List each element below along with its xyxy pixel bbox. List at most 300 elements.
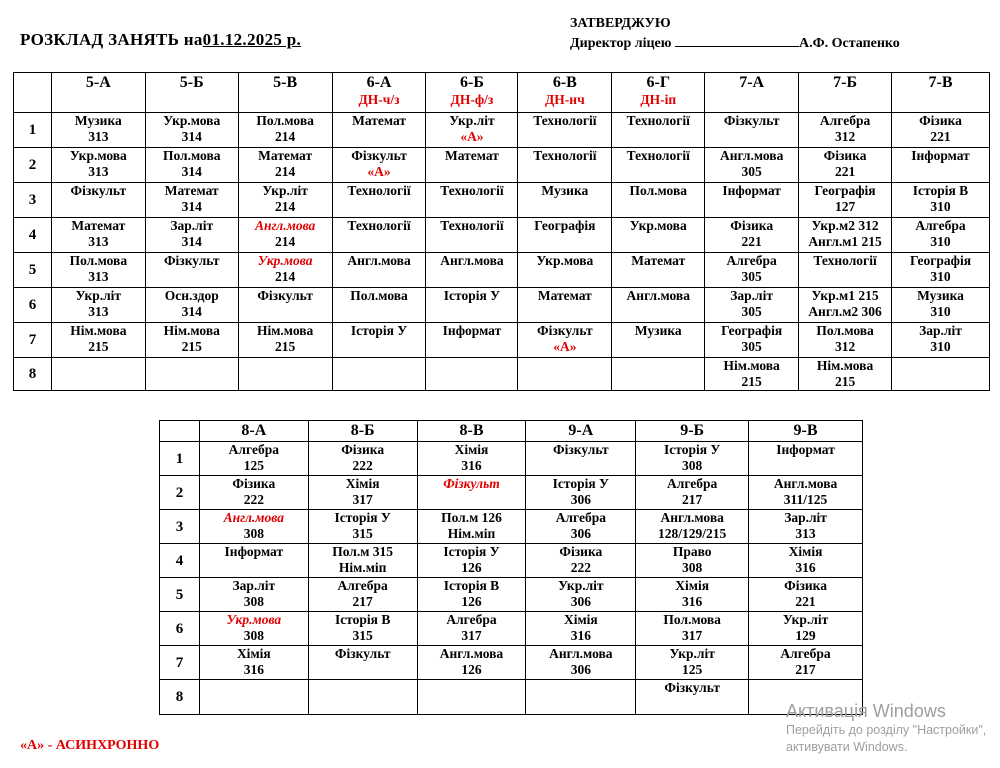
lesson-cell bbox=[705, 148, 799, 183]
subject-name: Фізкульт bbox=[723, 113, 780, 128]
lesson-cell bbox=[51, 288, 145, 323]
lesson-cell bbox=[426, 288, 518, 323]
room-number: 214 bbox=[275, 234, 296, 249]
room-number: 317 bbox=[352, 492, 373, 507]
lesson-cell bbox=[145, 253, 238, 288]
room-number: 214 bbox=[275, 199, 296, 214]
lesson-cell bbox=[308, 680, 417, 715]
schedule-table-grades-8-9 bbox=[159, 420, 863, 715]
subject-name: Алгебра bbox=[337, 578, 388, 593]
class-name: 8-Б bbox=[350, 422, 375, 439]
lesson-cell bbox=[526, 476, 636, 510]
room-number: 215 bbox=[741, 374, 762, 389]
subject-name: Хімія bbox=[563, 612, 598, 627]
lesson-cell bbox=[526, 646, 636, 680]
class-header bbox=[145, 73, 238, 113]
lesson-number: 5 bbox=[14, 253, 52, 288]
lesson-cell bbox=[526, 578, 636, 612]
subject-name: Пол.мова bbox=[350, 288, 408, 303]
lesson-number: 4 bbox=[14, 218, 52, 253]
subject-name: Укр.літ bbox=[782, 612, 829, 627]
room-number: 311/125 bbox=[783, 492, 828, 507]
subject-name: Англ.мова bbox=[223, 510, 284, 525]
lesson-cell bbox=[238, 288, 332, 323]
lesson-cell bbox=[705, 113, 799, 148]
room-number: 306 bbox=[570, 594, 591, 609]
subject-name: Інформат bbox=[776, 442, 835, 457]
subject-name: Історія В bbox=[334, 612, 391, 627]
subject-name: Технології bbox=[347, 218, 411, 233]
room-number: 305 bbox=[741, 339, 762, 354]
lesson-cell bbox=[749, 476, 863, 510]
room-number: 215 bbox=[181, 339, 202, 354]
room-number: 214 bbox=[275, 269, 296, 284]
lesson-cell bbox=[892, 323, 990, 358]
lesson-cell bbox=[145, 358, 238, 391]
room-number: 308 bbox=[243, 594, 264, 609]
room-number: 129 bbox=[795, 628, 816, 643]
room-number: 222 bbox=[243, 492, 264, 507]
class-remote-day: ДН-нч bbox=[545, 92, 585, 107]
lesson-cell bbox=[51, 358, 145, 391]
lesson-cell bbox=[526, 544, 636, 578]
room-number: 215 bbox=[88, 339, 109, 354]
room-number: 221 bbox=[795, 594, 816, 609]
lesson-cell bbox=[636, 442, 749, 476]
room-number: 314 bbox=[181, 304, 202, 319]
subject-name: Фізкульт bbox=[70, 183, 127, 198]
lesson-number: 8 bbox=[14, 358, 52, 391]
subject-name: Історія У bbox=[334, 510, 391, 525]
class-name: 7-А bbox=[739, 74, 765, 91]
lesson-cell bbox=[417, 646, 526, 680]
room-number: 314 bbox=[181, 129, 202, 144]
room-number: 217 bbox=[682, 492, 703, 507]
class-header bbox=[199, 421, 308, 442]
subject-name: Англ.мова bbox=[626, 288, 690, 303]
lesson-number: 2 bbox=[160, 476, 200, 510]
subject-name: Хімія bbox=[788, 544, 823, 559]
class-header bbox=[417, 421, 526, 442]
lesson-cell bbox=[417, 476, 526, 510]
lesson-row bbox=[160, 476, 863, 510]
subject-name: Музика bbox=[917, 288, 964, 303]
room-number: 217 bbox=[352, 594, 373, 609]
lesson-cell bbox=[332, 288, 426, 323]
lesson-cell bbox=[526, 680, 636, 715]
class-header bbox=[308, 421, 417, 442]
room-number: 313 bbox=[795, 526, 816, 541]
room-number: 316 bbox=[243, 662, 264, 677]
lesson-cell bbox=[417, 510, 526, 544]
room-number: «А» bbox=[367, 164, 391, 179]
subject-name: Математ bbox=[444, 148, 499, 163]
subject-name: Математ bbox=[164, 183, 219, 198]
subject-name: Зар.літ bbox=[232, 578, 276, 593]
lesson-row bbox=[160, 680, 863, 715]
subject-name: Нім.мова bbox=[723, 358, 780, 373]
lesson-number: 3 bbox=[14, 183, 52, 218]
lesson-cell bbox=[426, 148, 518, 183]
lesson-number: 3 bbox=[160, 510, 200, 544]
room-number: 221 bbox=[741, 234, 762, 249]
class-name: 8-А bbox=[241, 422, 267, 439]
lesson-cell bbox=[749, 578, 863, 612]
lesson-cell bbox=[749, 442, 863, 476]
subject-name: Укр.мова bbox=[257, 253, 313, 268]
subject-name: Осн.здор bbox=[164, 288, 219, 303]
subject-name: Математ bbox=[352, 113, 406, 128]
lesson-cell bbox=[308, 442, 417, 476]
lesson-cell bbox=[705, 358, 799, 391]
subject-name: Алгебра bbox=[780, 646, 831, 661]
class-header bbox=[526, 421, 636, 442]
room-number: 306 bbox=[570, 662, 591, 677]
subject-name: Історія У bbox=[552, 476, 609, 491]
lesson-cell bbox=[426, 183, 518, 218]
subject-name: Фізкульт bbox=[163, 253, 220, 268]
lesson-cell bbox=[636, 612, 749, 646]
lesson-cell bbox=[426, 253, 518, 288]
lesson-cell bbox=[636, 646, 749, 680]
room-number: 306 bbox=[570, 526, 591, 541]
lesson-cell bbox=[518, 183, 612, 218]
room-number: 305 bbox=[741, 164, 762, 179]
subject-name: Англ.мова bbox=[719, 148, 784, 163]
subject-name: Укр.мова bbox=[629, 218, 687, 233]
lesson-cell bbox=[892, 218, 990, 253]
subject-name: Історія У bbox=[443, 544, 500, 559]
lesson-cell bbox=[308, 646, 417, 680]
lesson-number: 6 bbox=[14, 288, 52, 323]
lesson-cell bbox=[238, 113, 332, 148]
lesson-cell bbox=[308, 510, 417, 544]
lesson-row bbox=[14, 358, 990, 391]
class-header bbox=[51, 73, 145, 113]
lesson-cell bbox=[426, 358, 518, 391]
subject-name: Фізика bbox=[919, 113, 962, 128]
subject-name: Укр.м2 312 bbox=[811, 218, 879, 233]
lesson-row bbox=[160, 442, 863, 476]
lesson-cell bbox=[892, 253, 990, 288]
subject-name: Укр.літ bbox=[262, 183, 308, 198]
lesson-cell bbox=[238, 323, 332, 358]
watermark-line-2: Перейдіть до розділу "Настройки", bbox=[786, 723, 987, 737]
approval-block bbox=[570, 14, 900, 54]
room-number: 313 bbox=[88, 164, 109, 179]
class-remote-day: ДН-ч/з bbox=[358, 92, 400, 107]
lesson-number: 7 bbox=[160, 646, 200, 680]
room-number: 217 bbox=[795, 662, 816, 677]
lesson-cell bbox=[308, 578, 417, 612]
lesson-cell bbox=[145, 218, 238, 253]
room-number: «А» bbox=[553, 339, 577, 354]
lesson-cell bbox=[199, 476, 308, 510]
subject-name: Алгебра bbox=[228, 442, 279, 457]
lesson-cell bbox=[518, 218, 612, 253]
lesson-cell bbox=[51, 148, 145, 183]
lesson-cell bbox=[799, 218, 892, 253]
subject-name: Географія bbox=[909, 253, 972, 268]
room-number: 313 bbox=[88, 129, 109, 144]
lesson-cell bbox=[199, 612, 308, 646]
lesson-cell bbox=[238, 358, 332, 391]
subject-name: Інформат bbox=[722, 183, 781, 198]
subject-name: Технології bbox=[626, 148, 690, 163]
lesson-cell bbox=[518, 113, 612, 148]
room-number: 128/129/215 bbox=[658, 526, 727, 541]
lesson-cell bbox=[238, 183, 332, 218]
corner-cell bbox=[160, 421, 200, 442]
class-name: 6-Г bbox=[646, 74, 670, 91]
class-name: 7-В bbox=[928, 74, 953, 91]
room-number: Англ.м1 215 bbox=[808, 234, 882, 249]
room-number: 221 bbox=[834, 164, 856, 179]
lesson-cell bbox=[892, 113, 990, 148]
lesson-number: 2 bbox=[14, 148, 52, 183]
room-number: 222 bbox=[352, 458, 373, 473]
class-header bbox=[238, 73, 332, 113]
lesson-cell bbox=[612, 323, 705, 358]
signature-blank bbox=[675, 34, 799, 47]
watermark-line-1: Активація Windows bbox=[786, 701, 946, 721]
lesson-row bbox=[160, 646, 863, 680]
room-number: 310 bbox=[930, 339, 951, 354]
lesson-cell bbox=[199, 680, 308, 715]
room-number: Англ.м2 306 bbox=[808, 304, 882, 319]
lesson-cell bbox=[518, 148, 612, 183]
subject-name: Історія У bbox=[443, 288, 501, 303]
class-header bbox=[749, 421, 863, 442]
lesson-cell bbox=[332, 148, 426, 183]
room-number: «А» bbox=[460, 129, 484, 144]
lesson-cell bbox=[426, 218, 518, 253]
lesson-cell bbox=[332, 183, 426, 218]
subject-name: Укр.літ bbox=[669, 646, 715, 661]
room-number: 221 bbox=[930, 129, 951, 144]
lesson-row bbox=[160, 544, 863, 578]
lesson-cell bbox=[145, 323, 238, 358]
title-date: 01.12.2025 р. bbox=[202, 30, 302, 49]
room-number: 313 bbox=[88, 269, 109, 284]
subject-name: Фізика bbox=[559, 544, 603, 559]
lesson-cell bbox=[426, 113, 518, 148]
room-number: 214 bbox=[275, 164, 296, 179]
room-number: 310 bbox=[930, 269, 951, 284]
lesson-row bbox=[14, 113, 990, 148]
lesson-cell bbox=[636, 544, 749, 578]
room-number: 310 bbox=[930, 304, 951, 319]
room-number: 316 bbox=[570, 628, 591, 643]
lesson-cell bbox=[145, 148, 238, 183]
lesson-row bbox=[160, 612, 863, 646]
subject-name: Нім.мова bbox=[256, 323, 314, 338]
lesson-cell bbox=[526, 442, 636, 476]
subject-name: Англ.мова bbox=[660, 510, 724, 525]
class-name: 7-Б bbox=[833, 74, 858, 91]
room-number: 317 bbox=[682, 628, 703, 643]
lesson-cell bbox=[799, 358, 892, 391]
lesson-cell bbox=[238, 218, 332, 253]
lesson-row bbox=[14, 323, 990, 358]
subject-name: Фізика bbox=[784, 578, 827, 593]
lesson-row bbox=[14, 183, 990, 218]
subject-name: Нім.мова bbox=[163, 323, 220, 338]
lesson-cell bbox=[705, 253, 799, 288]
subject-name: Хімія bbox=[454, 442, 489, 457]
class-header bbox=[705, 73, 799, 113]
lesson-number: 1 bbox=[14, 113, 52, 148]
lesson-cell bbox=[417, 680, 526, 715]
subject-name: Алгебра bbox=[446, 612, 497, 627]
subject-name: Технології bbox=[533, 148, 597, 163]
room-number: 222 bbox=[570, 560, 591, 575]
subject-name: Інформат bbox=[442, 323, 502, 338]
lesson-cell bbox=[636, 578, 749, 612]
lesson-cell bbox=[199, 646, 308, 680]
subject-name: Технології bbox=[440, 183, 504, 198]
subject-name: Укр.мова bbox=[536, 253, 594, 268]
class-name: 5-В bbox=[273, 74, 298, 91]
class-name: 5-А bbox=[85, 74, 111, 91]
subject-name: Англ.мова bbox=[439, 646, 504, 661]
lesson-cell bbox=[799, 113, 892, 148]
subject-name: Географія bbox=[814, 183, 876, 198]
class-remote-day: ДН-іп bbox=[640, 92, 677, 107]
lesson-cell bbox=[705, 288, 799, 323]
subject-name: Хімія bbox=[345, 476, 380, 491]
room-number: 316 bbox=[461, 458, 482, 473]
lesson-cell bbox=[612, 183, 705, 218]
footnote-async: «А» - АСИНХРОННО bbox=[20, 738, 160, 753]
lesson-cell bbox=[749, 544, 863, 578]
subject-name: Фізкульт bbox=[443, 476, 500, 491]
class-header bbox=[892, 73, 990, 113]
lesson-cell bbox=[518, 288, 612, 323]
subject-name: Нім.мова bbox=[816, 358, 874, 373]
lesson-cell bbox=[51, 183, 145, 218]
room-number: 214 bbox=[275, 129, 296, 144]
subject-name: Англ.мова bbox=[440, 253, 504, 268]
subject-name: Англ.мова bbox=[254, 218, 316, 233]
class-name: 8-В bbox=[459, 422, 484, 439]
subject-name: Укр.літ bbox=[558, 578, 604, 593]
lesson-cell bbox=[892, 183, 990, 218]
room-number: Нім.міп bbox=[338, 560, 387, 575]
lesson-cell bbox=[51, 113, 145, 148]
subject-name: Історія У bbox=[350, 323, 408, 338]
subject-name: Пол.мова bbox=[816, 323, 874, 338]
subject-name: Технології bbox=[533, 113, 597, 128]
subject-name: Хімія bbox=[675, 578, 710, 593]
subject-name: Укр.мова bbox=[226, 612, 282, 627]
lesson-cell bbox=[199, 578, 308, 612]
lesson-cell bbox=[308, 544, 417, 578]
subject-name: Англ.мова bbox=[347, 253, 411, 268]
lesson-number: 5 bbox=[160, 578, 200, 612]
lesson-cell bbox=[199, 442, 308, 476]
subject-name: Зар.літ bbox=[730, 288, 774, 303]
lesson-cell bbox=[332, 358, 426, 391]
schedule-table-grades-5-7 bbox=[13, 72, 990, 391]
watermark-line-3: активувати Windows. bbox=[786, 740, 908, 754]
approval-name: А.Ф. Остапенко bbox=[798, 36, 900, 51]
lesson-cell bbox=[612, 358, 705, 391]
room-number: 313 bbox=[88, 234, 109, 249]
lesson-cell bbox=[145, 183, 238, 218]
lesson-cell bbox=[417, 612, 526, 646]
class-header bbox=[426, 73, 518, 113]
lesson-cell bbox=[518, 253, 612, 288]
lesson-cell bbox=[892, 148, 990, 183]
lesson-cell bbox=[518, 323, 612, 358]
room-number: 125 bbox=[682, 662, 703, 677]
approval-role: Директор ліцею bbox=[570, 36, 672, 51]
subject-name: Зар.літ bbox=[170, 218, 214, 233]
lesson-cell bbox=[238, 253, 332, 288]
lesson-cell bbox=[799, 148, 892, 183]
room-number: 316 bbox=[682, 594, 703, 609]
lesson-row bbox=[14, 288, 990, 323]
room-number: 312 bbox=[834, 129, 856, 144]
subject-name: Укр.м1 215 bbox=[811, 288, 879, 303]
room-number: 310 bbox=[930, 234, 951, 249]
room-number: 305 bbox=[741, 269, 762, 284]
room-number: 314 bbox=[181, 164, 202, 179]
lesson-cell bbox=[705, 323, 799, 358]
subject-name: Пол.мова bbox=[663, 612, 721, 627]
subject-name: Алгебра bbox=[667, 476, 718, 491]
lesson-cell bbox=[426, 323, 518, 358]
subject-name: Алгебра bbox=[726, 253, 777, 268]
lesson-number: 8 bbox=[160, 680, 200, 715]
page-title bbox=[20, 30, 301, 50]
subject-name: Фізкульт bbox=[537, 323, 593, 338]
subject-name: Фізкульт bbox=[553, 442, 609, 457]
subject-name: Нім.мова bbox=[70, 323, 127, 338]
room-number: 314 bbox=[181, 234, 202, 249]
lesson-cell bbox=[332, 323, 426, 358]
lesson-cell bbox=[526, 612, 636, 646]
lesson-cell bbox=[799, 323, 892, 358]
lesson-cell bbox=[199, 510, 308, 544]
lesson-cell bbox=[749, 646, 863, 680]
lesson-row bbox=[160, 578, 863, 612]
room-number: 315 bbox=[352, 628, 373, 643]
lesson-cell bbox=[612, 288, 705, 323]
subject-name: Технології bbox=[347, 183, 411, 198]
lesson-number: 4 bbox=[160, 544, 200, 578]
subject-name: Географія bbox=[534, 218, 596, 233]
class-name: 5-Б bbox=[179, 74, 204, 91]
lesson-number: 7 bbox=[14, 323, 52, 358]
class-name: 9-Б bbox=[680, 422, 705, 439]
subject-name: Право bbox=[672, 544, 712, 559]
subject-name: Пол.мова bbox=[162, 148, 221, 163]
room-number: 308 bbox=[243, 526, 264, 541]
class-header bbox=[612, 73, 705, 113]
lesson-cell bbox=[199, 544, 308, 578]
subject-name: Музика bbox=[74, 113, 122, 128]
subject-name: Пол.мова bbox=[629, 183, 687, 198]
lesson-row bbox=[160, 510, 863, 544]
subject-name: Музика bbox=[634, 323, 682, 338]
subject-name: Пол.мова bbox=[256, 113, 314, 128]
lesson-cell bbox=[308, 612, 417, 646]
header-row bbox=[14, 73, 990, 113]
subject-name: Алгебра bbox=[819, 113, 871, 128]
room-number: 215 bbox=[834, 374, 856, 389]
